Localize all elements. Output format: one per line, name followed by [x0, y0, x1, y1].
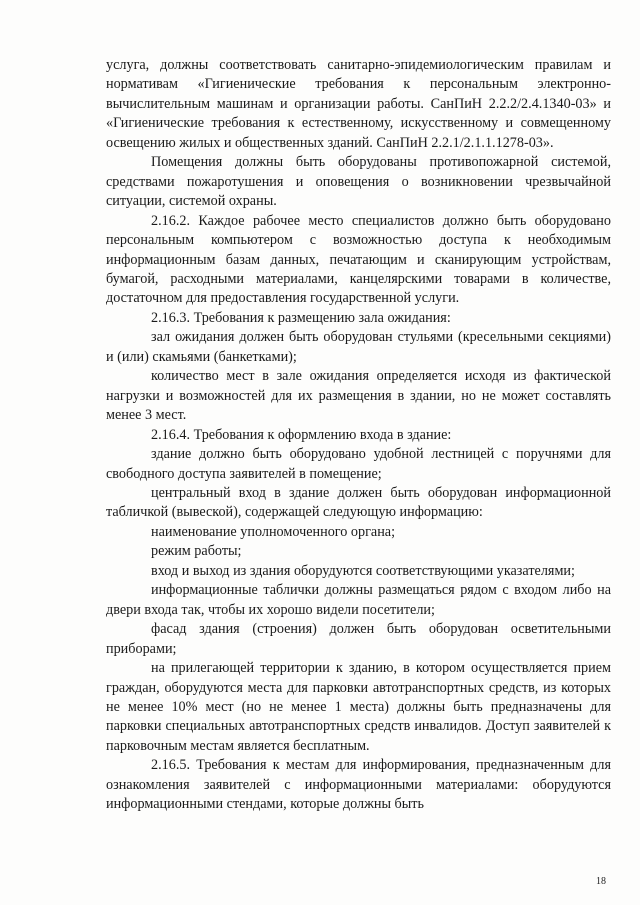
paragraph: фасад здания (строения) должен быть оборудован осветительными приборами; — [106, 621, 611, 657]
paragraph: услуга, должны соответствовать санитарно-эпидемиологическим правилам и нормативам «Гигиенические требования к персональным электронно-вычислительным машинам и организации работы. СанПиН 2.2.2/2.4.1340-03» и «Гигиенические требования к естественному, искусственному и совмещенному освещению жилых и общественных зданий. СанПиН 2.2.1/2.1.1.1278-03». — [106, 57, 611, 151]
paragraph: 2.16.2. Каждое рабочее место специалистов должно быть оборудовано персональным компьютером с возможностью доступа к необходимым информационным базам данных, печатающим и сканирующим устройствам, бумагой, расходными материалами, канцелярскими товарами в количестве, достаточном для предоставления государственной услуги. — [106, 212, 611, 307]
paragraph: 2.16.4. Требования к оформлению входа в здание: — [151, 426, 452, 443]
paragraph: здание должно быть оборудовано удобной лестницей с поручнями для свободного доступа заявителей в помещение; — [106, 446, 611, 482]
paragraph: центральный вход в здание должен быть оборудован информационной табличкой (вывеской), содержащей следующую информацию: — [106, 484, 611, 521]
paragraph: количество мест в зале ожидания определяется исходя из фактической нагрузки и возможностей для их размещения в здании, но не может составлять менее 3 мест. — [106, 368, 611, 424]
paragraph: наименование уполномоченного органа; — [151, 523, 396, 540]
body-text — [106, 56, 611, 815]
page-number: 18 — [596, 876, 606, 887]
paragraph: зал ожидания должен быть оборудован стульями (кресельными секциями) и (или) скамьями (банкетками); — [106, 329, 611, 365]
paragraph: на прилегающей территории к зданию, в котором осуществляется прием граждан, оборудуются места для парковки автотранспортных средств, из которых не менее 10% мест (но не менее 1 места) должны быть предназначены для парковки специальных автотранспортных средств инвалидов. Доступ заявителей к парковочным местам является бесплатным. — [106, 660, 611, 754]
paragraph: режим работы; — [151, 543, 242, 560]
paragraph: информационные таблички должны размещаться рядом с входом либо на двери входа так, чтобы их хорошо видели посетители; — [106, 582, 611, 618]
paragraph: 2.16.3. Требования к размещению зала ожидания: — [151, 309, 451, 326]
paragraph: Помещения должны быть оборудованы противопожарной системой, средствами пожаротушения и оповещения о возникновении чрезвычайной ситуации, системой охраны. — [106, 154, 611, 210]
paragraph: вход и выход из здания оборудуются соответствующими указателями; — [151, 562, 575, 579]
paragraph: 2.16.5. Требования к местам для информирования, предназначенным для ознакомления заявителей с информационными материалами: оборудуются информационными стендами, которые должны быть — [106, 757, 611, 813]
